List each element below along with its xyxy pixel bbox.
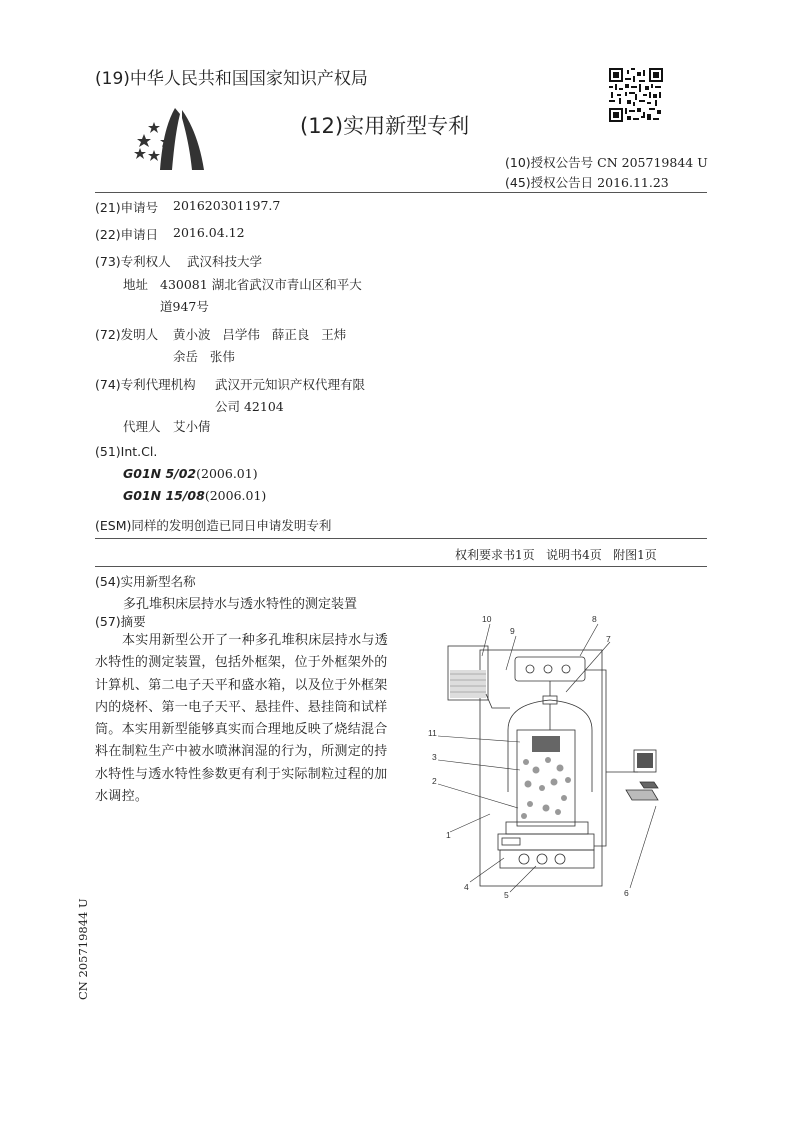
figure-label: 8	[592, 614, 597, 624]
page-counts: 权利要求书1页 说明书4页 附图1页	[455, 548, 657, 562]
ipc-entry	[123, 466, 258, 481]
pub-date-row	[505, 173, 669, 191]
pub-number: CN 205719844 U	[597, 155, 708, 170]
inventors-line-1: 黄小波 吕学伟 薛正良 王炜	[173, 327, 347, 342]
outer-frame	[480, 650, 602, 886]
app-date: 2016.04.12	[173, 225, 245, 240]
apparatus-figure	[420, 612, 660, 906]
agent-label: 代理人	[123, 419, 161, 434]
pub-number-row	[505, 153, 708, 171]
qr-code	[609, 68, 663, 122]
figure-label: 11	[428, 728, 437, 738]
pub-date-label: (45)授权公告日	[505, 175, 594, 190]
ipc-code: G01N 5/02	[123, 466, 197, 481]
inventors-line-2: 余岳 张伟	[173, 349, 235, 364]
patent-type: (12)实用新型专利	[300, 114, 470, 138]
inventor-label: (72)发明人	[95, 327, 159, 342]
app-date-label: (22)申请日	[95, 227, 159, 242]
address-label: 地址	[123, 277, 149, 292]
abstract-text: 本实用新型公开了一种多孔堆积床层持水与透水特性的测定装置，包括外框架，位于外框架外的计算机、第二电子天平和盛水箱，以及位于外框架内的烧杯、第一电子天平、悬挂件、悬挂筒和试样筒。本实用新型能够真实而合理地反映了烧结混合料在制粒生产中被水喷淋润湿的行为，所测定的持水特性与透水特性参数更有利于实际制粒过程的加水调控。	[95, 633, 389, 805]
figure-label: 3	[432, 752, 437, 762]
ipc-version: (2006.01)	[204, 488, 267, 503]
figure-label: 2	[432, 776, 437, 786]
figure-label: 6	[624, 888, 629, 898]
ipc-code: G01N 15/08	[123, 488, 205, 503]
holder-label: (73)专利权人	[95, 254, 171, 269]
ipc-entry	[123, 488, 266, 503]
agency-line-1: 武汉开元知识产权代理有限	[215, 377, 366, 392]
address-line-1: 430081 湖北省武汉市青山区和平大	[160, 277, 362, 292]
figure-label: 9	[510, 626, 515, 636]
app-no-label: (21)申请号	[95, 200, 159, 215]
ipc-version: (2006.01)	[196, 466, 258, 481]
address-line-2: 道947号	[160, 299, 209, 314]
divider	[95, 538, 707, 539]
figure-label: 7	[606, 634, 611, 644]
divider	[95, 192, 707, 193]
side-publication-code: CN 205719844 U	[76, 898, 90, 1000]
figure-label: 4	[464, 882, 469, 892]
first-balance	[498, 834, 594, 850]
figure-label: 1	[446, 830, 451, 840]
divider	[95, 566, 707, 567]
utility-model-title: 多孔堆积床层持水与透水特性的测定装置	[123, 597, 358, 612]
cnipa-logo	[130, 100, 220, 175]
ipc-label: (51)Int.Cl.	[95, 444, 158, 459]
app-no: 201620301197.7	[173, 198, 281, 213]
agency-line-2: 公司 42104	[215, 399, 284, 414]
title-label: (54)实用新型名称	[95, 574, 196, 589]
second-balance	[515, 657, 585, 681]
pub-number-label: (10)授权公告号	[505, 155, 594, 170]
holder: 武汉科技大学	[187, 254, 263, 269]
office-name: (19)中华人民共和国国家知识产权局	[95, 69, 368, 89]
pub-date: 2016.11.23	[597, 175, 669, 190]
agency-label: (74)专利代理机构	[95, 377, 196, 392]
esm-note: (ESM)同样的发明创造已同日申请发明专利	[95, 518, 332, 533]
abstract-label: (57)摘要	[95, 614, 146, 629]
agent: 艾小倩	[173, 419, 211, 434]
figure-label: 5	[504, 890, 509, 900]
figure-label: 10	[482, 614, 492, 624]
